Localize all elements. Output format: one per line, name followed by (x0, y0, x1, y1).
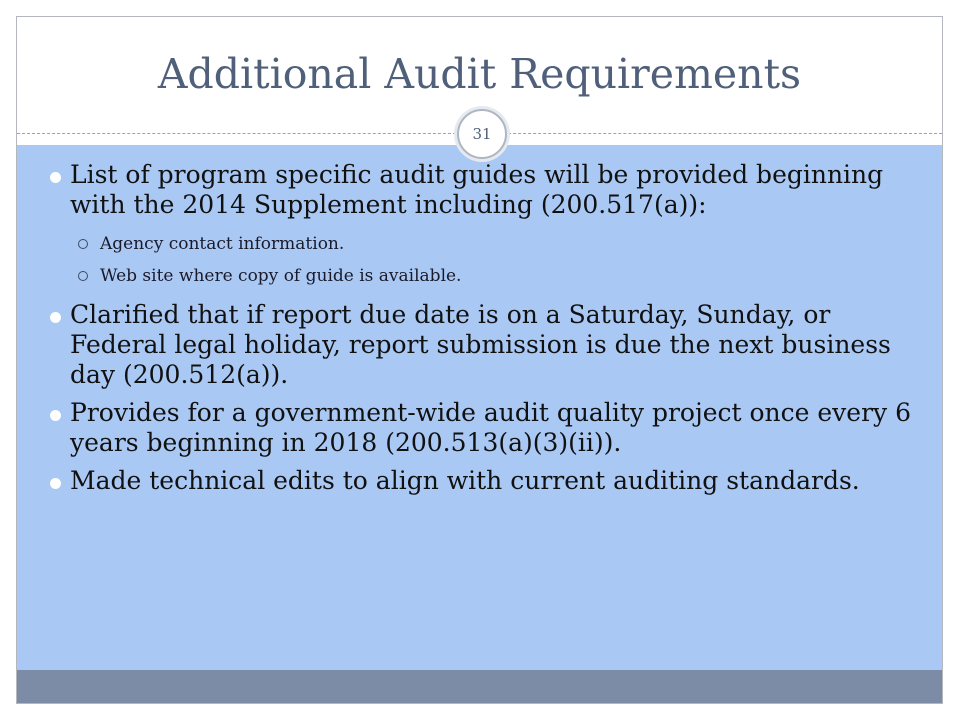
footer-bar (17, 670, 942, 703)
ring-bullet-icon (78, 239, 88, 249)
bullet-item (50, 300, 920, 390)
bullet-dot-icon (50, 478, 61, 489)
bullet-item (50, 466, 920, 496)
slide-number-badge (457, 109, 507, 159)
sub-bullet-list (70, 228, 920, 292)
sub-bullet-item (70, 260, 920, 292)
slide-title: Additional Audit Requirements (157, 50, 802, 98)
sub-bullet-text: Web site where copy of guide is available. (100, 266, 462, 286)
bullet-text: List of program specific audit guides will be provided beginning with the 2014 Supplement including (200.517(a)): (70, 160, 884, 219)
bullet-text: Made technical edits to align with current auditing standards. (70, 466, 860, 495)
ring-bullet-icon (78, 271, 88, 281)
bullet-dot-icon (50, 312, 61, 323)
bullet-text: Provides for a government-wide audit quality project once every 6 years beginning in 2018 (200.513(a)(3)(ii)). (70, 398, 912, 457)
bullet-dot-icon (50, 410, 61, 421)
bullet-dot-icon (50, 172, 61, 183)
sub-bullet-item (70, 228, 920, 260)
bullet-item (50, 160, 920, 292)
bullet-text: Clarified that if report due date is on a Saturday, Sunday, or Federal legal holiday, report submission is due the next business day (200.512(a)). (70, 300, 891, 389)
slide-number: 31 (472, 125, 492, 143)
sub-bullet-text: Agency contact information. (100, 234, 345, 254)
bullet-list (50, 160, 920, 504)
bullet-item (50, 398, 920, 458)
